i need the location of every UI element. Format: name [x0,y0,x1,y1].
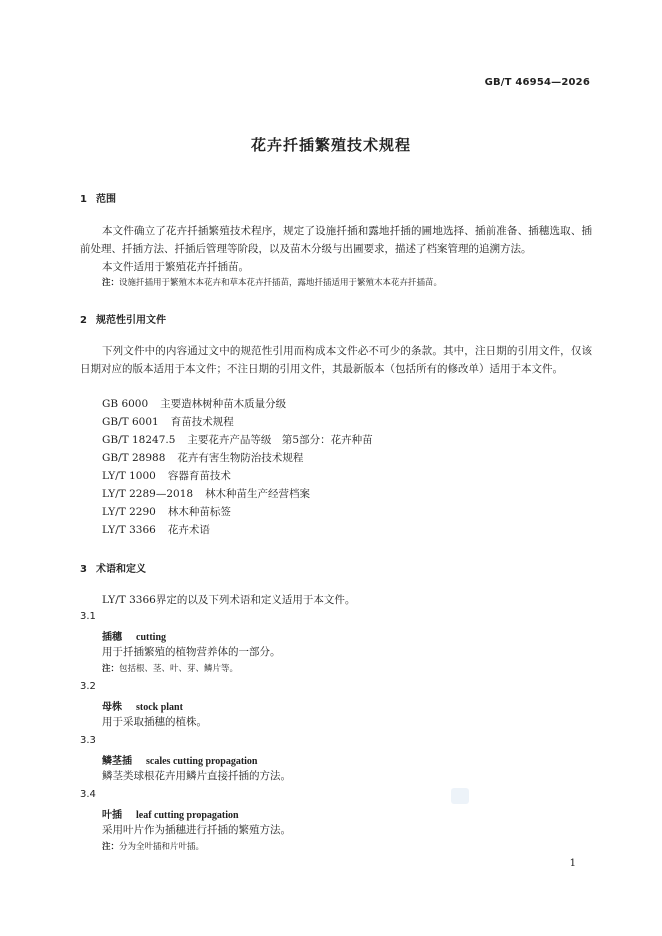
note-text: 包括根、茎、叶、芽、鳞片等。 [119,664,239,674]
section-number: 1 [80,194,87,205]
term-name [102,628,166,643]
term-definition: 用于扦插繁殖的植物营养体的一部分。 [102,646,281,658]
term-number: 3.3 [80,735,96,746]
term-english: leaf cutting propagation [136,810,239,821]
terms-intro: LY/T 3366界定的以及下列术语和定义适用于本文件。 [102,594,356,606]
term-number: 3.4 [80,789,96,800]
document-title: 花卉扦插繁殖技术规程 [250,136,411,154]
term-note [102,662,238,676]
reference-title: 容器育苗技术 [167,470,231,482]
term-english: cutting [136,632,166,643]
term-note [102,840,204,854]
page-number: 1 [569,858,576,869]
note-text: 分为全叶插和片叶插。 [119,842,205,852]
reference-code: LY/T 3366 [102,524,156,536]
reference-code: LY/T 2289—2018 [102,488,194,500]
reference-item [102,485,310,503]
reference-code: LY/T 1000 [102,470,156,482]
term-definition: 鳞茎类球根花卉用鳞片直接扦插的方法。 [102,770,291,782]
reference-title: 林木种苗生产经营档案 [205,488,311,500]
section-number: 2 [80,315,87,326]
scope-paragraph-1: 本文件确立了花卉扦插繁殖技术程序，规定了设施扦插和露地扦插的圃地选择、插前准备、插穗选取、插前处理、扦插方法、扦插后管理等阶段，以及苗木分级与出圃要求，描述了档案管理的追溯方法。 [80,225,592,255]
section-number: 3 [80,564,87,575]
reference-item [102,431,373,449]
term-english: scales cutting propagation [146,756,258,767]
reference-title: 育苗技术规程 [170,416,234,428]
reference-code: GB/T 6001 [102,416,159,428]
term-english: stock plant [136,702,183,713]
reference-title: 主要花卉产品等级 第5部分：花卉种苗 [187,434,373,446]
term-number: 3.1 [80,611,96,622]
note-label: 注： [102,842,120,852]
term-name [102,698,183,713]
reference-code: LY/T 2290 [102,506,156,518]
term-number: 3.2 [80,681,96,692]
section-title: 范围 [96,194,116,205]
reference-title: 花卉有害生物防治技术规程 [177,452,304,464]
reference-code: GB 6000 [102,398,149,410]
term-chinese: 母株 [102,702,122,713]
reference-title: 林木种苗标签 [167,506,231,518]
reference-title: 主要造林树种苗木质量分级 [160,398,287,410]
reference-item [102,395,286,413]
scope-note [102,276,442,290]
reference-code: GB/T 18247.5 [102,434,176,446]
section-heading-terms-definitions [80,560,146,575]
term-chinese: 叶插 [102,810,122,821]
section-heading-normative-references [80,311,166,326]
note-label: 注： [102,664,120,674]
term-definition: 采用叶片作为插穗进行扦插的繁殖方法。 [102,824,291,836]
section-title: 规范性引用文件 [96,315,166,326]
reference-title: 花卉术语 [167,524,210,536]
term-definition: 用于采取插穗的植株。 [102,716,207,728]
reference-item [102,449,303,467]
reference-item [102,467,231,485]
section-heading-scope [80,190,116,205]
note-text: 设施扦插用于繁殖木本花卉和草本花卉扦插苗，露地扦插适用于繁殖木本花卉扦插苗。 [119,278,443,288]
reference-item [102,521,210,539]
term-chinese: 鳞茎插 [102,756,132,767]
references-intro: 下列文件中的内容通过文中的规范性引用而构成本文件必不可少的条款。其中，注日期的引用文件，仅该日期对应的版本适用于本文件；不注日期的引用文件，其最新版本（包括所有的修改单）适用于本文件。 [80,345,592,375]
term-chinese: 插穗 [102,632,122,643]
watermark-stamp-icon [451,788,469,804]
reference-item [102,413,234,431]
reference-item [102,503,231,521]
term-name [102,806,239,821]
reference-code: GB/T 28988 [102,452,166,464]
note-label: 注： [102,278,120,288]
term-name [102,752,258,767]
section-title: 术语和定义 [96,564,146,575]
standard-code: GB/T 46954—2026 [484,77,590,88]
scope-paragraph-2: 本文件适用于繁殖花卉扦插苗。 [102,261,249,273]
